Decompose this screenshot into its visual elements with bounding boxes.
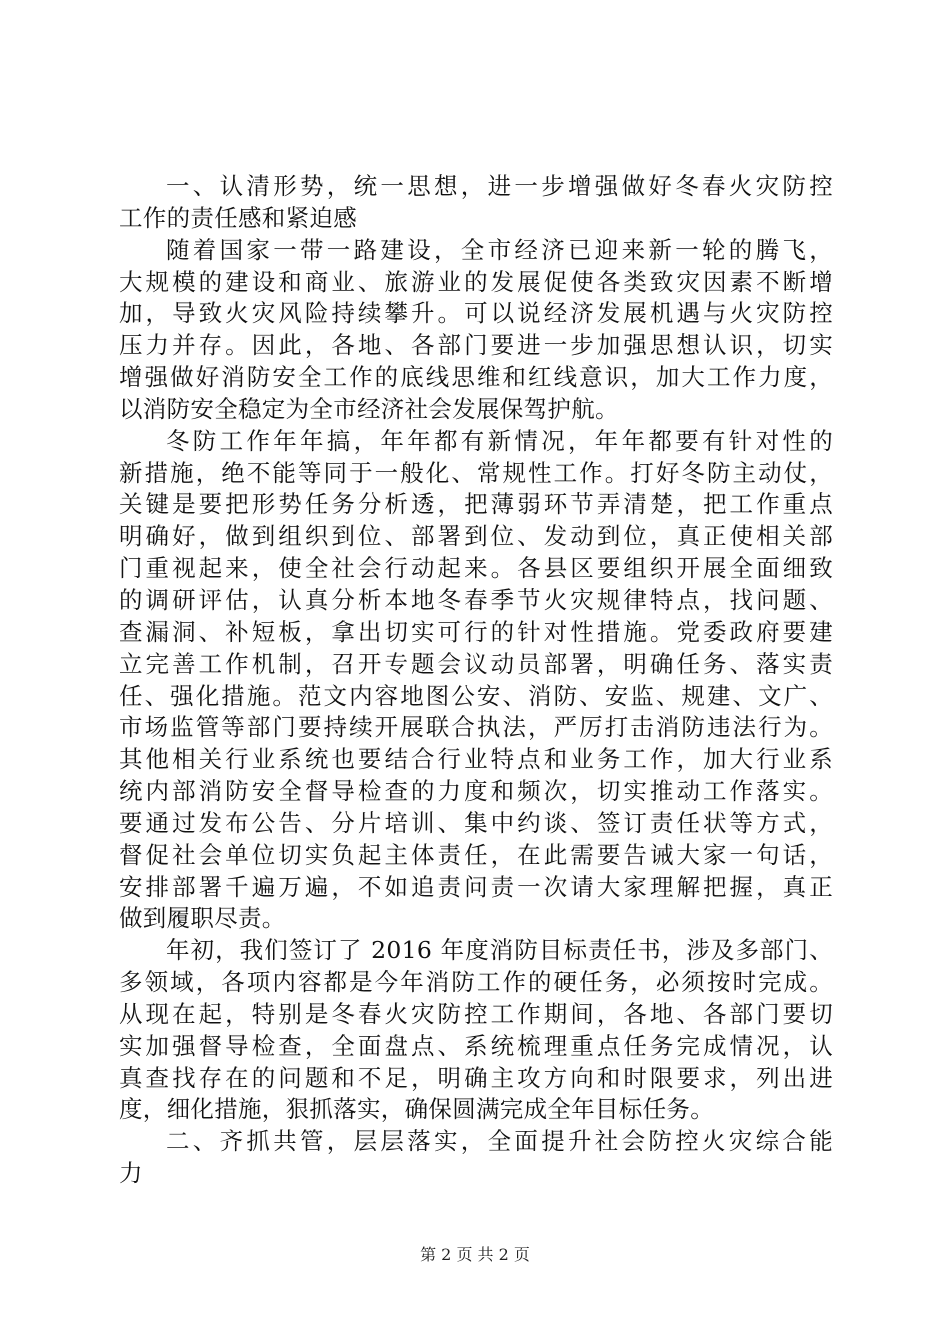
heading-2-line-2: 力 — [119, 1159, 143, 1188]
page-footer: 第 2 页 共 2 页 — [420, 1245, 530, 1264]
heading-1-line-1: 一、认清形势，统一思想，进一步增强做好冬春火灾防控 — [166, 172, 833, 200]
paragraph-2-line-2: 新措施，绝不能等同于一般化、常规性工作。打好冬防主动仗， — [119, 458, 833, 487]
paragraph-3-line-3: 从现在起，特别是冬春火灾防控工作期间，各地、各部门要切 — [119, 999, 833, 1028]
paragraph-2-line-13: 要通过发布公告、分片培训、集中约谈、签订责任状等方式， — [119, 808, 833, 837]
document-body — [119, 171, 833, 1190]
paragraph-2-line-9: 任、强化措施。范文内容地图公安、消防、安监、规建、文广、 — [119, 681, 833, 710]
paragraph-2-line-8: 立完善工作机制，召开专题会议动员部署，明确任务、落实责 — [119, 649, 833, 678]
paragraph-1-line-4: 压力并存。因此，各地、各部门要进一步加强思想认识，切实 — [119, 331, 833, 360]
paragraph-2-line-12: 统内部消防安全督导检查的力度和频次，切实推动工作落实。 — [119, 777, 833, 806]
paragraph-3-line-1: 年初，我们签订了 2016 年度消防目标责任书，涉及多部门、 — [166, 936, 833, 965]
heading-1-line-2: 工作的责任感和紧迫感 — [119, 203, 357, 232]
paragraph-3-line-4: 实加强督导检查，全面盘点、系统梳理重点任务完成情况，认 — [119, 1031, 833, 1060]
paragraph-2-line-6: 的调研评估，认真分析本地冬春季节火灾规律特点，找问题、 — [119, 585, 833, 614]
paragraph-3-line-6: 度，细化措施，狠抓落实，确保圆满完成全年目标任务。 — [119, 1095, 714, 1124]
paragraph-1-line-1: 随着国家一带一路建设，全市经济已迎来新一轮的腾飞， — [166, 235, 833, 264]
paragraph-2-line-3: 关键是要把形势任务分析透，把薄弱环节弄清楚，把工作重点 — [119, 490, 833, 519]
paragraph-2-line-14: 督促社会单位切实负起主体责任，在此需要告诫大家一句话， — [119, 840, 833, 869]
paragraph-1-line-2: 大规模的建设和商业、旅游业的发展促使各类致灾因素不断增 — [119, 267, 833, 296]
paragraph-2-line-1: 冬防工作年年搞，年年都有新情况，年年都要有针对性的 — [166, 426, 833, 455]
heading-2-line-1: 二、齐抓共管，层层落实，全面提升社会防控火灾综合能 — [166, 1127, 833, 1156]
paragraph-3-line-2: 多领域，各项内容都是今年消防工作的硬任务，必须按时完成。 — [119, 968, 833, 997]
paragraph-2-line-5: 门重视起来，使全社会行动起来。各县区要组织开展全面细致 — [119, 554, 833, 583]
paragraph-1-line-6: 以消防安全稳定为全市经济社会发展保驾护航。 — [119, 394, 619, 423]
paragraph-2-line-16: 做到履职尽责。 — [119, 904, 286, 933]
paragraph-1-line-5: 增强做好消防安全工作的底线思维和红线意识，加大工作力度， — [119, 363, 833, 392]
paragraph-2-line-4: 明确好，做到组织到位、部署到位、发动到位，真正使相关部 — [119, 522, 833, 551]
paragraph-2-line-7: 查漏洞、补短板，拿出切实可行的针对性措施。党委政府要建 — [119, 617, 833, 646]
paragraph-2-line-10: 市场监管等部门要持续开展联合执法，严厉打击消防违法行为。 — [119, 713, 833, 742]
paragraph-3-line-5: 真查找存在的问题和不足，明确主攻方向和时限要求，列出进 — [119, 1063, 833, 1092]
paragraph-2-line-11: 其他相关行业系统也要结合行业特点和业务工作，加大行业系 — [119, 745, 833, 774]
paragraph-1-line-3: 加，导致火灾风险持续攀升。可以说经济发展机遇与火灾防控 — [119, 299, 833, 328]
paragraph-2-line-15: 安排部署千遍万遍，不如追责问责一次请大家理解把握，真正 — [119, 872, 833, 901]
